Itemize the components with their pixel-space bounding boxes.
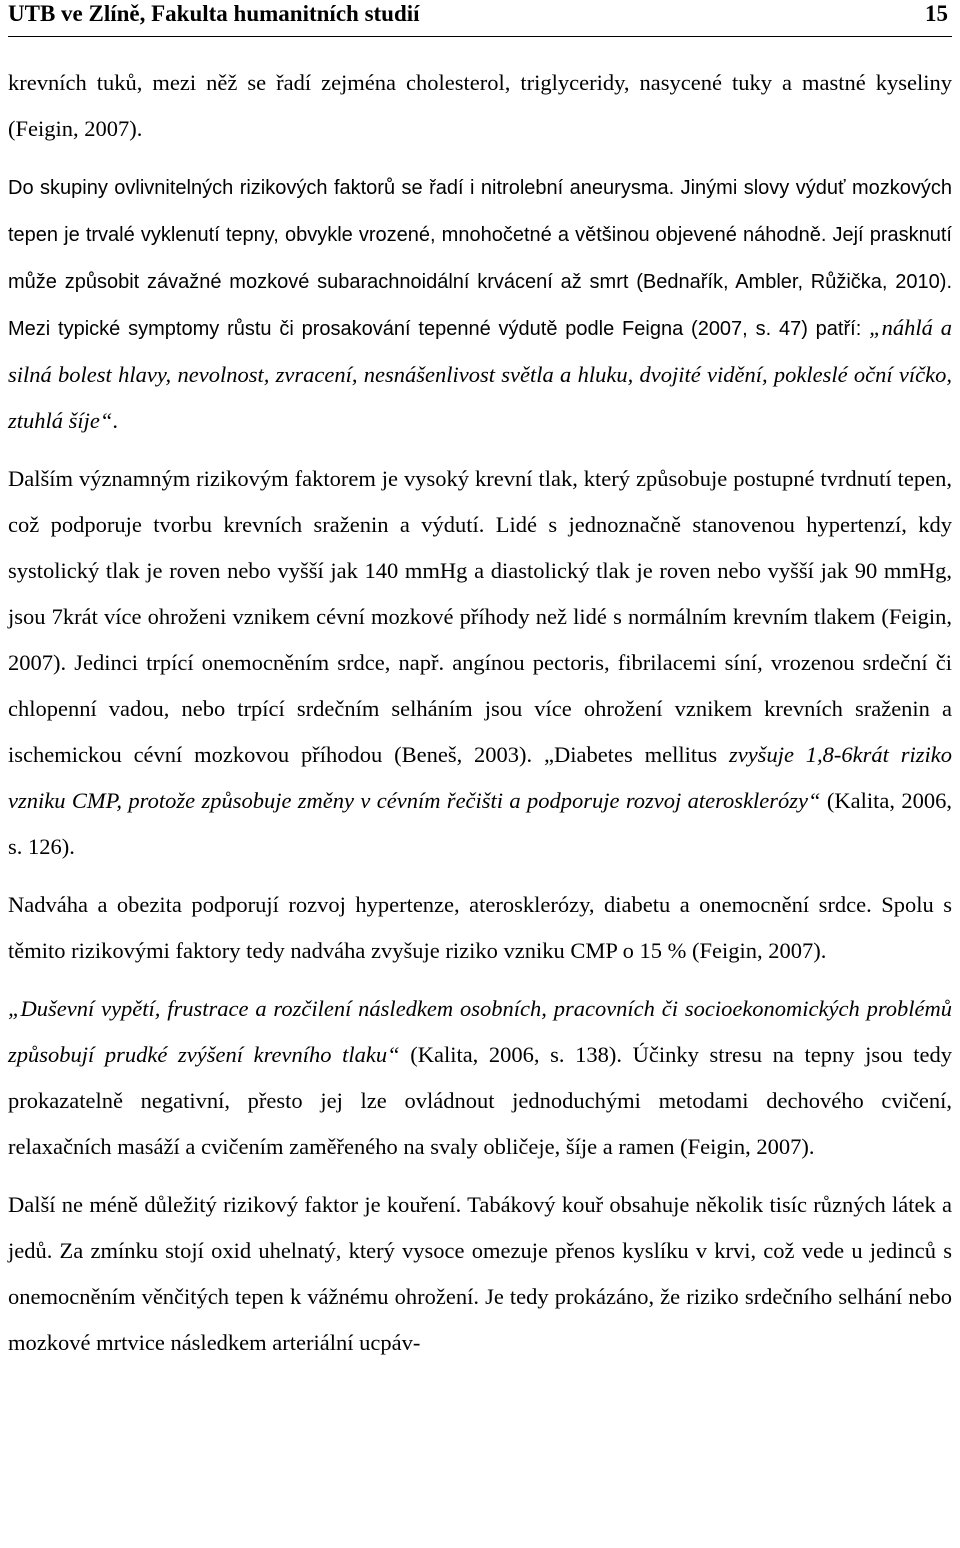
diabetes-quote-start: „Diabetes mellitus xyxy=(544,742,729,767)
paragraph-2 xyxy=(8,164,952,444)
paragraph-3-body: Dalším významným rizikovým faktorem je vysoký krevní tlak, který způsobuje postupné tvrdnutí tepen, což podporuje tvorbu krevních sraženin a výdutí. Lidé s jednoznačně stanovenou hypertenzí, kdy systolický tlak je roven nebo vyšší jak 140 mmHg a diastolický tlak je roven nebo vyšší jak 90 mmHg, jsou 7krát více ohroženi vznikem cévní mozkové příhody než lidé s normálním krevním tlakem (Feigin, 2007). Jedinci trpící onemocněním srdce, např. angínou pectoris, fibrilacemi síní, vrozenou srdeční či chlopenní vadou, nebo trpící srdečním selháním jsou více ohrožení vznikem krevních sraženin a ischemickou cévní mozkovou příhodou (Beneš, 2003). xyxy=(8,466,952,767)
page-header xyxy=(8,0,952,37)
symptoms-quote: „náhlá a silná bolest hlavy, nevolnost, zvracení, nesnášenlivost světla a hluku, dvojité vidění, pokleslé oční víčko, ztuhlá šíje“ xyxy=(8,315,953,433)
paragraph-5-body: (Kalita, 2006, s. 138). Účinky stresu na tepny jsou tedy prokazatelně negativní, přesto jej lze ovládnout jednoduchými metodami dechového cvičení, relaxačních masáží a cvičením zaměřeného na svaly obličeje, šíje a ramen (Feigin, 2007). xyxy=(8,1042,952,1159)
stress-quote: „Duševní vypětí, frustrace a rozčilení následkem osobních, pracovních či socioekonomických problémů způsobují prudké zvýšení krevního tlaku“ xyxy=(8,996,952,1067)
paragraph-3 xyxy=(8,456,952,870)
paragraph-4: Nadváha a obezita podporují rozvoj hypertenze, aterosklerózy, diabetu a onemocnění srdce. Spolu s těmito rizikovými faktory tedy nadváha zvyšuje riziko vzniku CMP o 15 % (Feigin, 2007). xyxy=(8,892,952,963)
paragraph-2-body: Její prasknutí může způsobit závažné mozkové subarachnoidální krvácení až smrt (Bednařík, Ambler, Růžička, 2010). Mezi typické symptomy růstu či prosakování tepenné výdutě podle Feigna (2007, s. 47) patří: xyxy=(8,224,952,340)
header-title: UTB ve Zlíně, Fakulta humanitních studií xyxy=(8,1,420,26)
paragraph-1: krevních tuků, mezi něž se řadí zejména cholesterol, triglyceridy, nasycené tuky a mastné kyseliny (Feigin, 2007). xyxy=(8,70,952,141)
document-body xyxy=(8,60,952,1366)
diabetes-citation: (Kalita, 2006, s. 126). xyxy=(8,788,953,859)
page-number: 15 xyxy=(925,1,948,26)
paragraph-2-intro: Do skupiny ovlivnitelných rizikových faktorů se řadí i nitrolební aneurysma. Jinými slovy výduť mozkových tepen je trvalé vyklenutí tepny, obvykle vrozené, mnohočetné a většinou objevené náhodně. xyxy=(8,177,952,246)
paragraph-6: Další ne méně důležitý rizikový faktor je kouření. Tabákový kouř obsahuje několik tisíc různých látek a jedů. Za zmínku stojí oxid uhelnatý, který vysoce omezuje přenos kyslíku v krvi, což vede u jedinců s onemocněním věnčitých tepen k vážnému ohrožení. Je tedy prokázáno, že riziko srdečního selhání nebo mozkové mrtvice následkem arteriální ucpáv- xyxy=(8,1192,952,1355)
paragraph-5 xyxy=(8,986,952,1170)
paragraph-2-end: . xyxy=(112,408,119,433)
diabetes-quote: zvyšuje 1,8-6krát riziko vzniku CMP, protože způsobuje změny v cévním řečišti a podporuje rozvoj aterosklerózy“ xyxy=(8,742,952,813)
